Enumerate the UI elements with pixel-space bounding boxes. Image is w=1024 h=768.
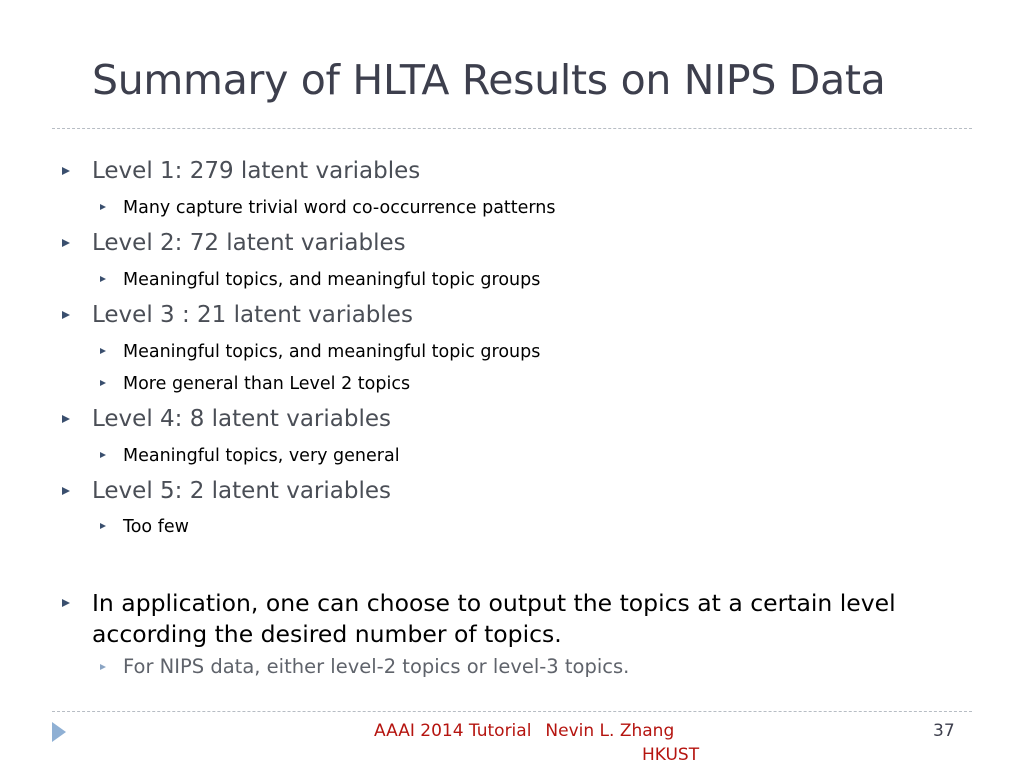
triangle-right-icon — [100, 452, 106, 458]
footer-credit — [374, 720, 674, 743]
sub-bullet-text: Meaningful topics, and meaningful topic groups — [123, 270, 541, 290]
sub-bullet-text: Meaningful topics, very general — [123, 446, 400, 466]
triangle-right-icon — [62, 415, 70, 423]
footer-author: Nevin L. Zhang — [545, 721, 675, 741]
footer-event: AAAI 2014 Tutorial — [374, 721, 532, 741]
sub-bullet-text: Meaningful topics, and meaningful topic groups — [123, 342, 541, 362]
triangle-right-icon — [100, 380, 106, 386]
bullet-text: Level 5: 2 latent variables — [92, 478, 391, 504]
application-sub-text: For NIPS data, either level-2 topics or level-3 topics. — [123, 655, 630, 678]
application-text-line2: according the desired number of topics. — [92, 620, 562, 648]
triangle-right-icon — [62, 599, 70, 607]
triangle-right-icon — [100, 348, 106, 354]
bullet-text: Level 1: 279 latent variables — [92, 158, 421, 184]
triangle-right-icon — [100, 276, 106, 282]
play-arrow-icon[interactable] — [52, 722, 66, 742]
triangle-right-icon — [62, 167, 70, 175]
triangle-right-icon — [100, 664, 106, 670]
footer-divider — [52, 711, 972, 712]
bullet-text: Level 3 : 21 latent variables — [92, 302, 413, 328]
title-divider — [52, 128, 972, 129]
sub-bullet-text: Too few — [123, 517, 189, 537]
sub-bullet-text: Many capture trivial word co-occurrence patterns — [123, 198, 556, 218]
slide-title: Summary of HLTA Results on NIPS Data — [92, 56, 886, 104]
triangle-right-icon — [62, 487, 70, 495]
application-text-line1: In application, one can choose to output the topics at a certain level — [92, 589, 896, 617]
bullet-text: Level 4: 8 latent variables — [92, 406, 391, 432]
sub-bullet-text: More general than Level 2 topics — [123, 374, 411, 394]
triangle-right-icon — [100, 204, 106, 210]
triangle-right-icon — [62, 311, 70, 319]
bullet-text: Level 2: 72 latent variables — [92, 230, 406, 256]
triangle-right-icon — [100, 523, 106, 529]
page-number: 37 — [933, 721, 955, 741]
footer-affiliation: HKUST — [642, 745, 700, 765]
triangle-right-icon — [62, 239, 70, 247]
